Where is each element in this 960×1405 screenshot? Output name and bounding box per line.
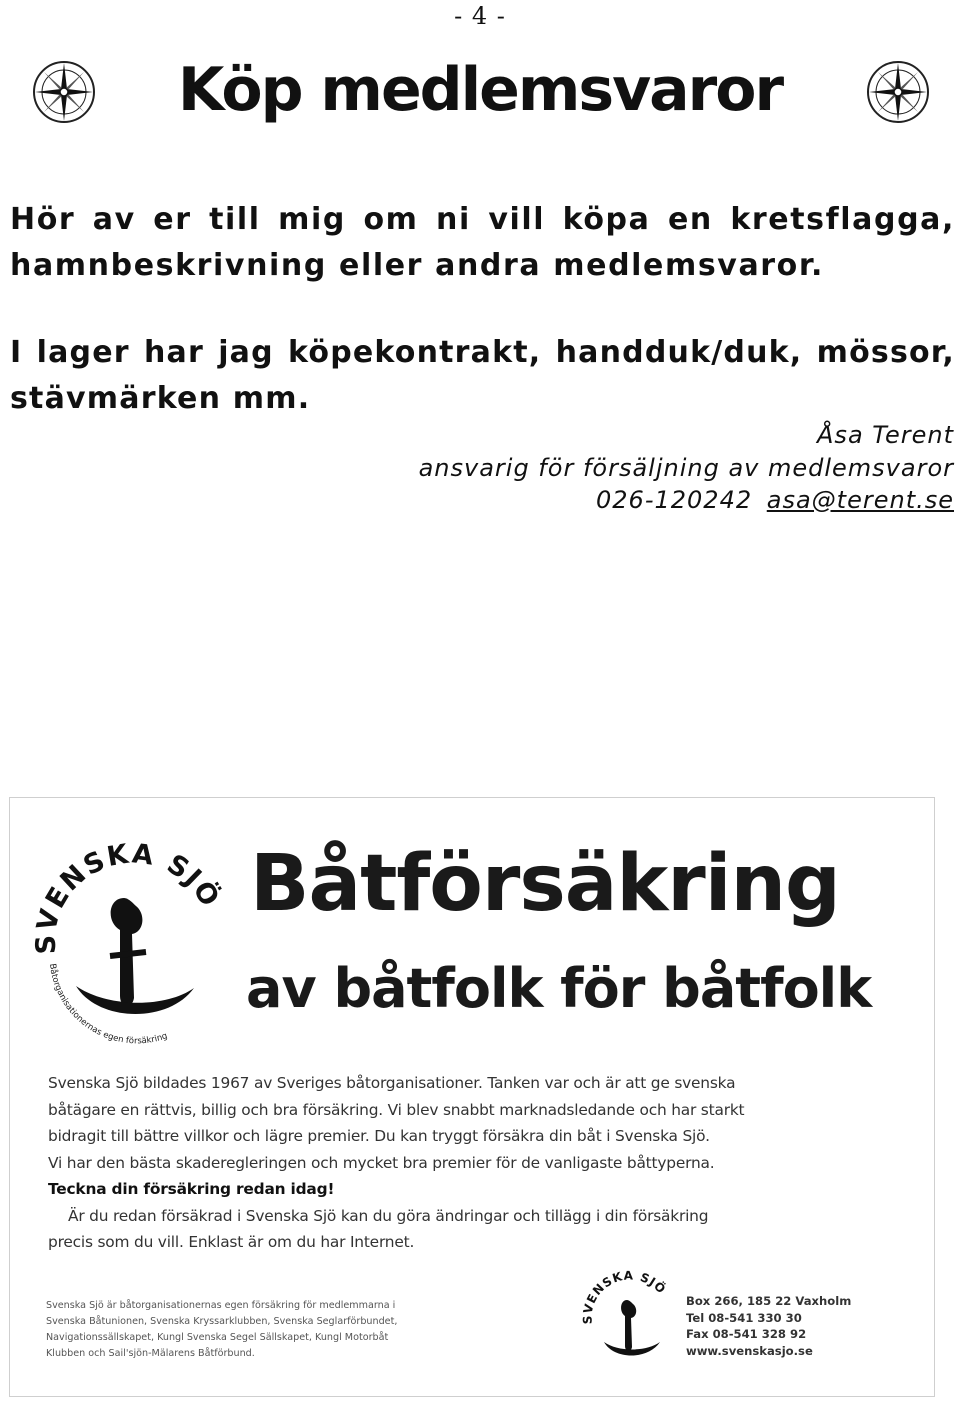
ad-phone: Tel 08-541 330 30 <box>686 1310 802 1325</box>
page-number: - 4 - <box>454 2 506 30</box>
intro-paragraph: Hör av er till mig om ni vill köpa en kretsflagga, hamnbeskrivning eller andra medlemsvaror. <box>10 202 955 283</box>
svg-text:SVENSKA SJÖ: SVENSKA SJÖ <box>580 1268 669 1325</box>
svg-text:SVENSKA SJÖ: SVENSKA SJÖ <box>30 838 227 955</box>
ad-body <box>48 1070 914 1256</box>
ad-footnote-line: Navigationssällskapet, Kungl Svenska Segel Sällskapet, Kungl Motorbåt <box>46 1332 389 1343</box>
ad-address <box>686 1293 851 1359</box>
signature-role: ansvarig för försäljning av medlemsvaror <box>418 454 954 482</box>
ad-body-line: Svenska Sjö bildades 1967 av Sveriges båtorganisationer. Tanken var och är att ge svenska <box>48 1074 736 1092</box>
ad-headline: Båtförsäkring <box>250 839 840 929</box>
ad-website-link[interactable]: www.svenskasjo.se <box>686 1343 813 1358</box>
ad-body-line: båtägare en rättvis, billig och bra försäkring. Vi blev snabbt marknadsledande och har starkt <box>48 1100 745 1119</box>
signature-name: Åsa Terent <box>817 421 954 449</box>
ad-footnote-line: Svenska Båtunionen, Svenska Kryssarklubben, Svenska Seglarförbundet, <box>46 1316 398 1327</box>
svenska-sjo-logo <box>28 836 238 1046</box>
ad-footnote <box>46 1298 516 1362</box>
ad-subline: av båtfolk för båtfolk <box>246 957 872 1020</box>
ad-cta-line: precis som du vill. Enklast är om du har Internet. <box>48 1233 415 1251</box>
signature-contact <box>596 484 954 517</box>
ad-address-line: Box 266, 185 22 Vaxholm <box>686 1294 852 1308</box>
signature-phone: 026-120242 <box>596 486 753 514</box>
signature-email-link[interactable]: asa@terent.se <box>766 486 954 514</box>
page-title: Köp medlemsvaror <box>177 55 783 125</box>
ad-body-line: bidragit till bättre villkor och lägre premier. Du kan tryggt försäkra din båt i Svenska Sjö. <box>48 1127 710 1145</box>
ad-footnote-line: Klubben och Sail'sjön-Mälarens Båtförbund. <box>46 1348 255 1359</box>
svg-text:Båtorganisationernas egen förs: Båtorganisationernas egen försäkring <box>46 963 169 1046</box>
ad-body-line: Vi har den bästa skaderegleringen och mycket bra premier för de vanligaste båttyperna. <box>48 1153 715 1172</box>
ad-footnote-line: Svenska Sjö är båtorganisationernas egen försäkring för medlemmarna i <box>46 1300 396 1311</box>
ad-fax: Fax 08-541 328 92 <box>686 1327 807 1341</box>
stock-paragraph: I lager har jag köpekontrakt, handduk/duk, mössor, stävmärken mm. <box>10 335 955 416</box>
svenska-sjo-small-logo <box>580 1268 680 1368</box>
ad-cta-line: Är du redan försäkrad i Svenska Sjö kan du göra ändringar och tillägg i din försäkring <box>68 1206 709 1225</box>
ad-call-to-action: Teckna din försäkring redan idag! <box>48 1180 335 1198</box>
insurance-advertisement <box>9 797 935 1397</box>
